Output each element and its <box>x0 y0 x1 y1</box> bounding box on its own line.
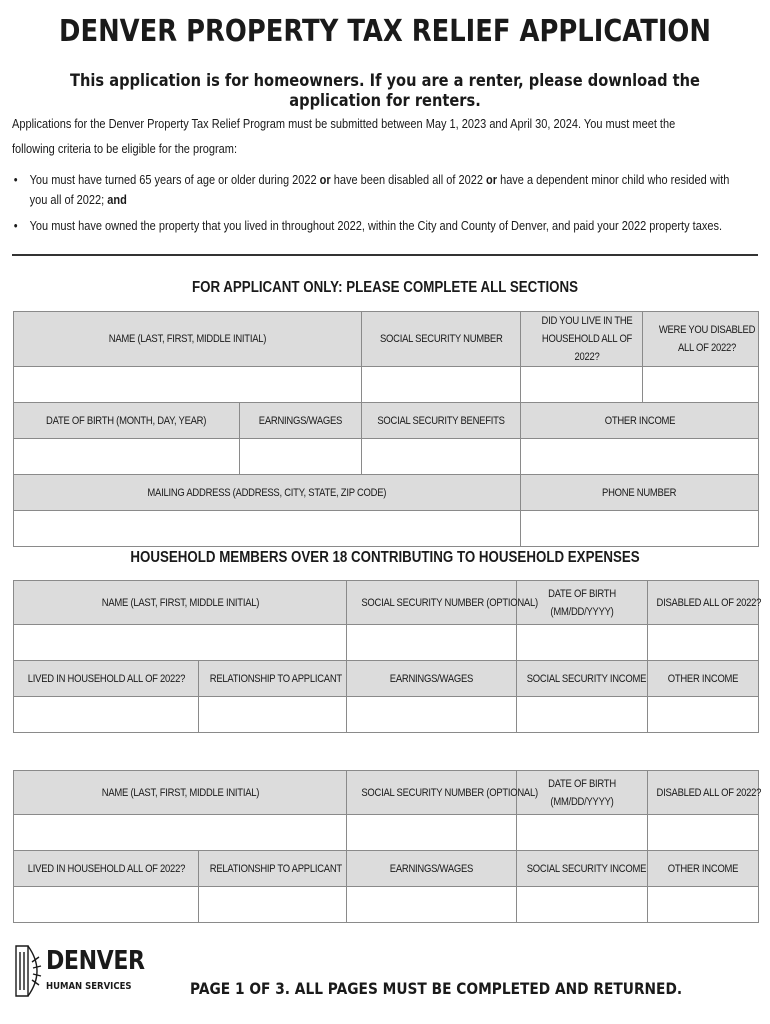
applicant-dob-field[interactable] <box>14 439 240 475</box>
criteria-list <box>12 170 751 242</box>
applicant-phone-field[interactable] <box>521 511 759 547</box>
applicant-other-income-header: OTHER INCOME <box>521 403 759 439</box>
applicant-phone-header: PHONE NUMBER <box>521 475 759 511</box>
bullet-icon: • <box>13 219 18 233</box>
member-lived-header: LIVED IN HOUSEHOLD ALL OF 2022? <box>14 661 199 697</box>
page-footer: PAGE 1 OF 3. ALL PAGES MUST BE COMPLETED AND RETURNED. <box>190 979 683 998</box>
member-ssn-header: SOCIAL SECURITY NUMBER (OPTIONAL) <box>347 771 517 815</box>
household-section-heading: HOUSEHOLD MEMBERS OVER 18 CONTRIBUTING TO HOUSEHOLD EXPENSES <box>130 549 640 566</box>
member-disabled-header: DISABLED ALL OF 2022? <box>648 771 759 815</box>
member-disabled-field[interactable] <box>648 815 759 851</box>
member-other-income-field[interactable] <box>648 697 759 733</box>
member-name-header: NAME (LAST, FIRST, MIDDLE INITIAL) <box>14 771 347 815</box>
applicant-name-header: NAME (LAST, FIRST, MIDDLE INITIAL) <box>14 312 362 367</box>
applicant-ss-benefits-header: SOCIAL SECURITY BENEFITS <box>362 403 521 439</box>
member-lived-header: LIVED IN HOUSEHOLD ALL OF 2022? <box>14 851 199 887</box>
member-relationship-field[interactable] <box>199 887 347 923</box>
member-disabled-header: DISABLED ALL OF 2022? <box>648 581 759 625</box>
member-ss-income-header: SOCIAL SECURITY INCOME <box>517 851 648 887</box>
criteria-item-age-disability: • You must have turned 65 years of age or older during 2022 or have been disabled all of 2022 or have a dependent minor child who resided with you all of 2022; and <box>12 170 751 210</box>
applicant-table <box>13 311 759 547</box>
member-earnings-header: EARNINGS/WAGES <box>347 851 517 887</box>
applicant-disabled-field[interactable] <box>643 367 759 403</box>
member-earnings-field[interactable] <box>347 697 517 733</box>
household-member-table-2 <box>13 770 762 923</box>
member-lived-field[interactable] <box>14 887 199 923</box>
applicant-address-field[interactable] <box>14 511 521 547</box>
applicant-lived-field[interactable] <box>521 367 643 403</box>
criteria-item-ownership: • You must have owned the property that you lived in throughout 2022, within the City and County of Denver, and paid your 2022 property taxes. <box>12 216 751 236</box>
member-ss-income-field[interactable] <box>517 887 648 923</box>
member-name-header: NAME (LAST, FIRST, MIDDLE INITIAL) <box>14 581 347 625</box>
applicant-address-header: MAILING ADDRESS (ADDRESS, CITY, STATE, ZIP CODE) <box>14 475 521 511</box>
member-other-income-header: OTHER INCOME <box>648 851 759 887</box>
member-ssn-field[interactable] <box>347 815 517 851</box>
section-divider <box>12 254 758 256</box>
page-subtitle: This application is for homeowners. If you are a renter, please download the application for renters. <box>70 71 700 111</box>
bullet-icon: • <box>13 173 18 187</box>
applicant-name-field[interactable] <box>14 367 362 403</box>
applicant-other-income-field[interactable] <box>521 439 759 475</box>
member-ss-income-field[interactable] <box>517 697 648 733</box>
applicant-disabled-header: WERE YOU DISABLED ALL OF 2022? <box>643 312 759 367</box>
intro-paragraph <box>12 112 751 162</box>
page-title: DENVER PROPERTY TAX RELIEF APPLICATION <box>59 14 711 49</box>
member-other-income-header: OTHER INCOME <box>648 661 759 697</box>
member-ss-income-header: SOCIAL SECURITY INCOME <box>517 661 648 697</box>
member-disabled-field[interactable] <box>648 625 759 661</box>
applicant-ssn-header: SOCIAL SECURITY NUMBER <box>362 312 521 367</box>
logo-subtext: HUMAN SERVICES <box>46 981 132 992</box>
household-member-table-1 <box>13 580 762 733</box>
applicant-dob-header: DATE OF BIRTH (MONTH, DAY, YEAR) <box>14 403 240 439</box>
member-dob-header: DATE OF BIRTH (MM/DD/YYYY) <box>517 771 648 815</box>
member-name-field[interactable] <box>14 625 347 661</box>
member-lived-field[interactable] <box>14 697 199 733</box>
member-earnings-header: EARNINGS/WAGES <box>347 661 517 697</box>
intro-line-1: Applications for the Denver Property Tax Relief Program must be submitted between May 1, 2023 and April 30, 2024. You must meet the <box>12 117 676 131</box>
member-relationship-header: RELATIONSHIP TO APPLICANT <box>199 661 347 697</box>
member-relationship-field[interactable] <box>199 697 347 733</box>
applicant-lived-header: DID YOU LIVE IN THE HOUSEHOLD ALL OF 2022? <box>521 312 643 367</box>
member-earnings-field[interactable] <box>347 887 517 923</box>
applicant-ssn-field[interactable] <box>362 367 521 403</box>
applicant-ss-benefits-field[interactable] <box>362 439 521 475</box>
member-dob-field[interactable] <box>517 625 648 661</box>
member-ssn-header: SOCIAL SECURITY NUMBER (OPTIONAL) <box>347 581 517 625</box>
member-dob-field[interactable] <box>517 815 648 851</box>
member-dob-header: DATE OF BIRTH (MM/DD/YYYY) <box>517 581 648 625</box>
member-name-field[interactable] <box>14 815 347 851</box>
applicant-earnings-field[interactable] <box>240 439 362 475</box>
member-relationship-header: RELATIONSHIP TO APPLICANT <box>199 851 347 887</box>
applicant-earnings-header: EARNINGS/WAGES <box>240 403 362 439</box>
member-other-income-field[interactable] <box>648 887 759 923</box>
logo-wordmark: DENVER <box>46 946 145 976</box>
applicant-section-heading: FOR APPLICANT ONLY: PLEASE COMPLETE ALL SECTIONS <box>191 279 579 296</box>
intro-line-2: following criteria to be eligible for the program: <box>12 142 238 156</box>
member-ssn-field[interactable] <box>347 625 517 661</box>
